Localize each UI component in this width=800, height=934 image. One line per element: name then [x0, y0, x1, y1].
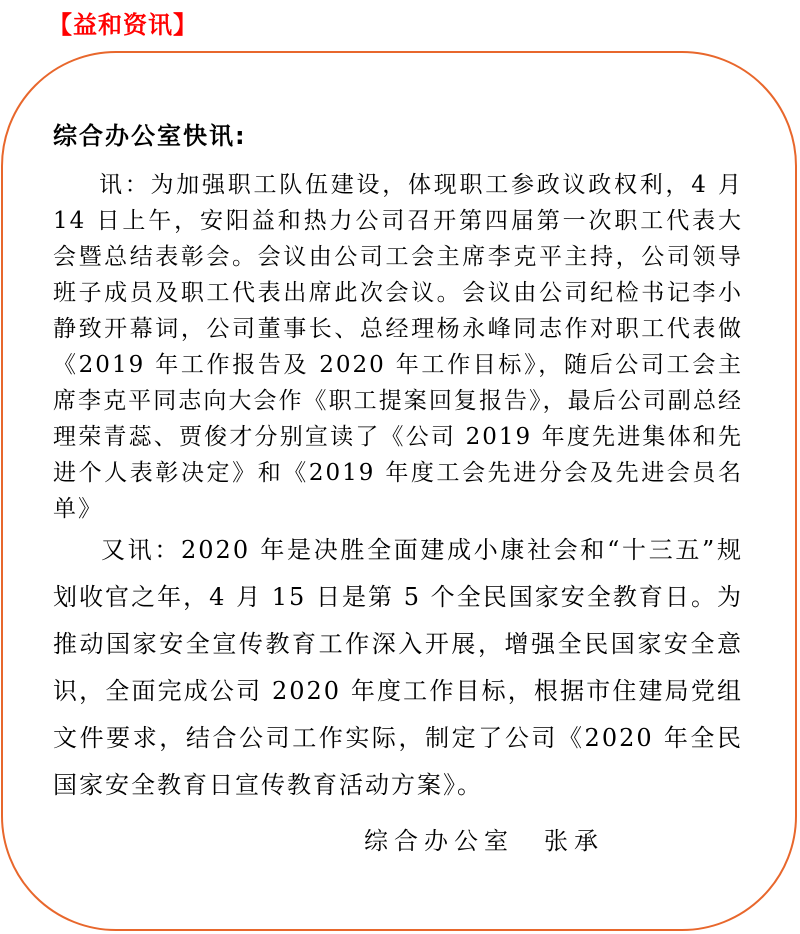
signature-line: 综合办公室 张承 [364, 827, 604, 855]
masthead-title: 【益和资讯】 [48, 11, 198, 39]
bulletin-rounded-border-box [1, 51, 797, 931]
bulletin-paragraph-2: 又讯：2020 年是决胜全面建成小康社会和“十三五”规划收官之年，4 月 15 日是第 5 个全民国家安全教育日。为推动国家安全宣传教育工作深入开展，增强全民国家安全意识，全面完成公司 2020 年度工作目标，根据市住建局党组文件要求，结合公司工作实际，制定了公司《2020 年全民国家安全教育日宣传教育活动方案》。 [53, 536, 743, 799]
bulletin-paragraph-1: 讯：为加强职工队伍建设，体现职工参政议政权利，4 月 14 日上午，安阳益和热力公司召开第四届第一次职工代表大会暨总结表彰会。会议由公司工会主席李克平主持，公司领导班子成员及职工代表出席此次会议。会议由公司纪检书记李小静致开幕词，公司董事长、总经理杨永峰同志作对职工代表做《2019 年工作报告及 2020 年工作目标》，随后公司工会主席李克平同志向大会作《职工提案回复报告》，最后公司副总经理荣青蕊、贾俊才分别宣读了《公司 2019 年度先进集体和先进个人表彰决定》和《2019 年度工会先进分会及先进会员名单》 [53, 172, 743, 522]
bulletin-heading: 综合办公室快讯: [53, 122, 247, 150]
